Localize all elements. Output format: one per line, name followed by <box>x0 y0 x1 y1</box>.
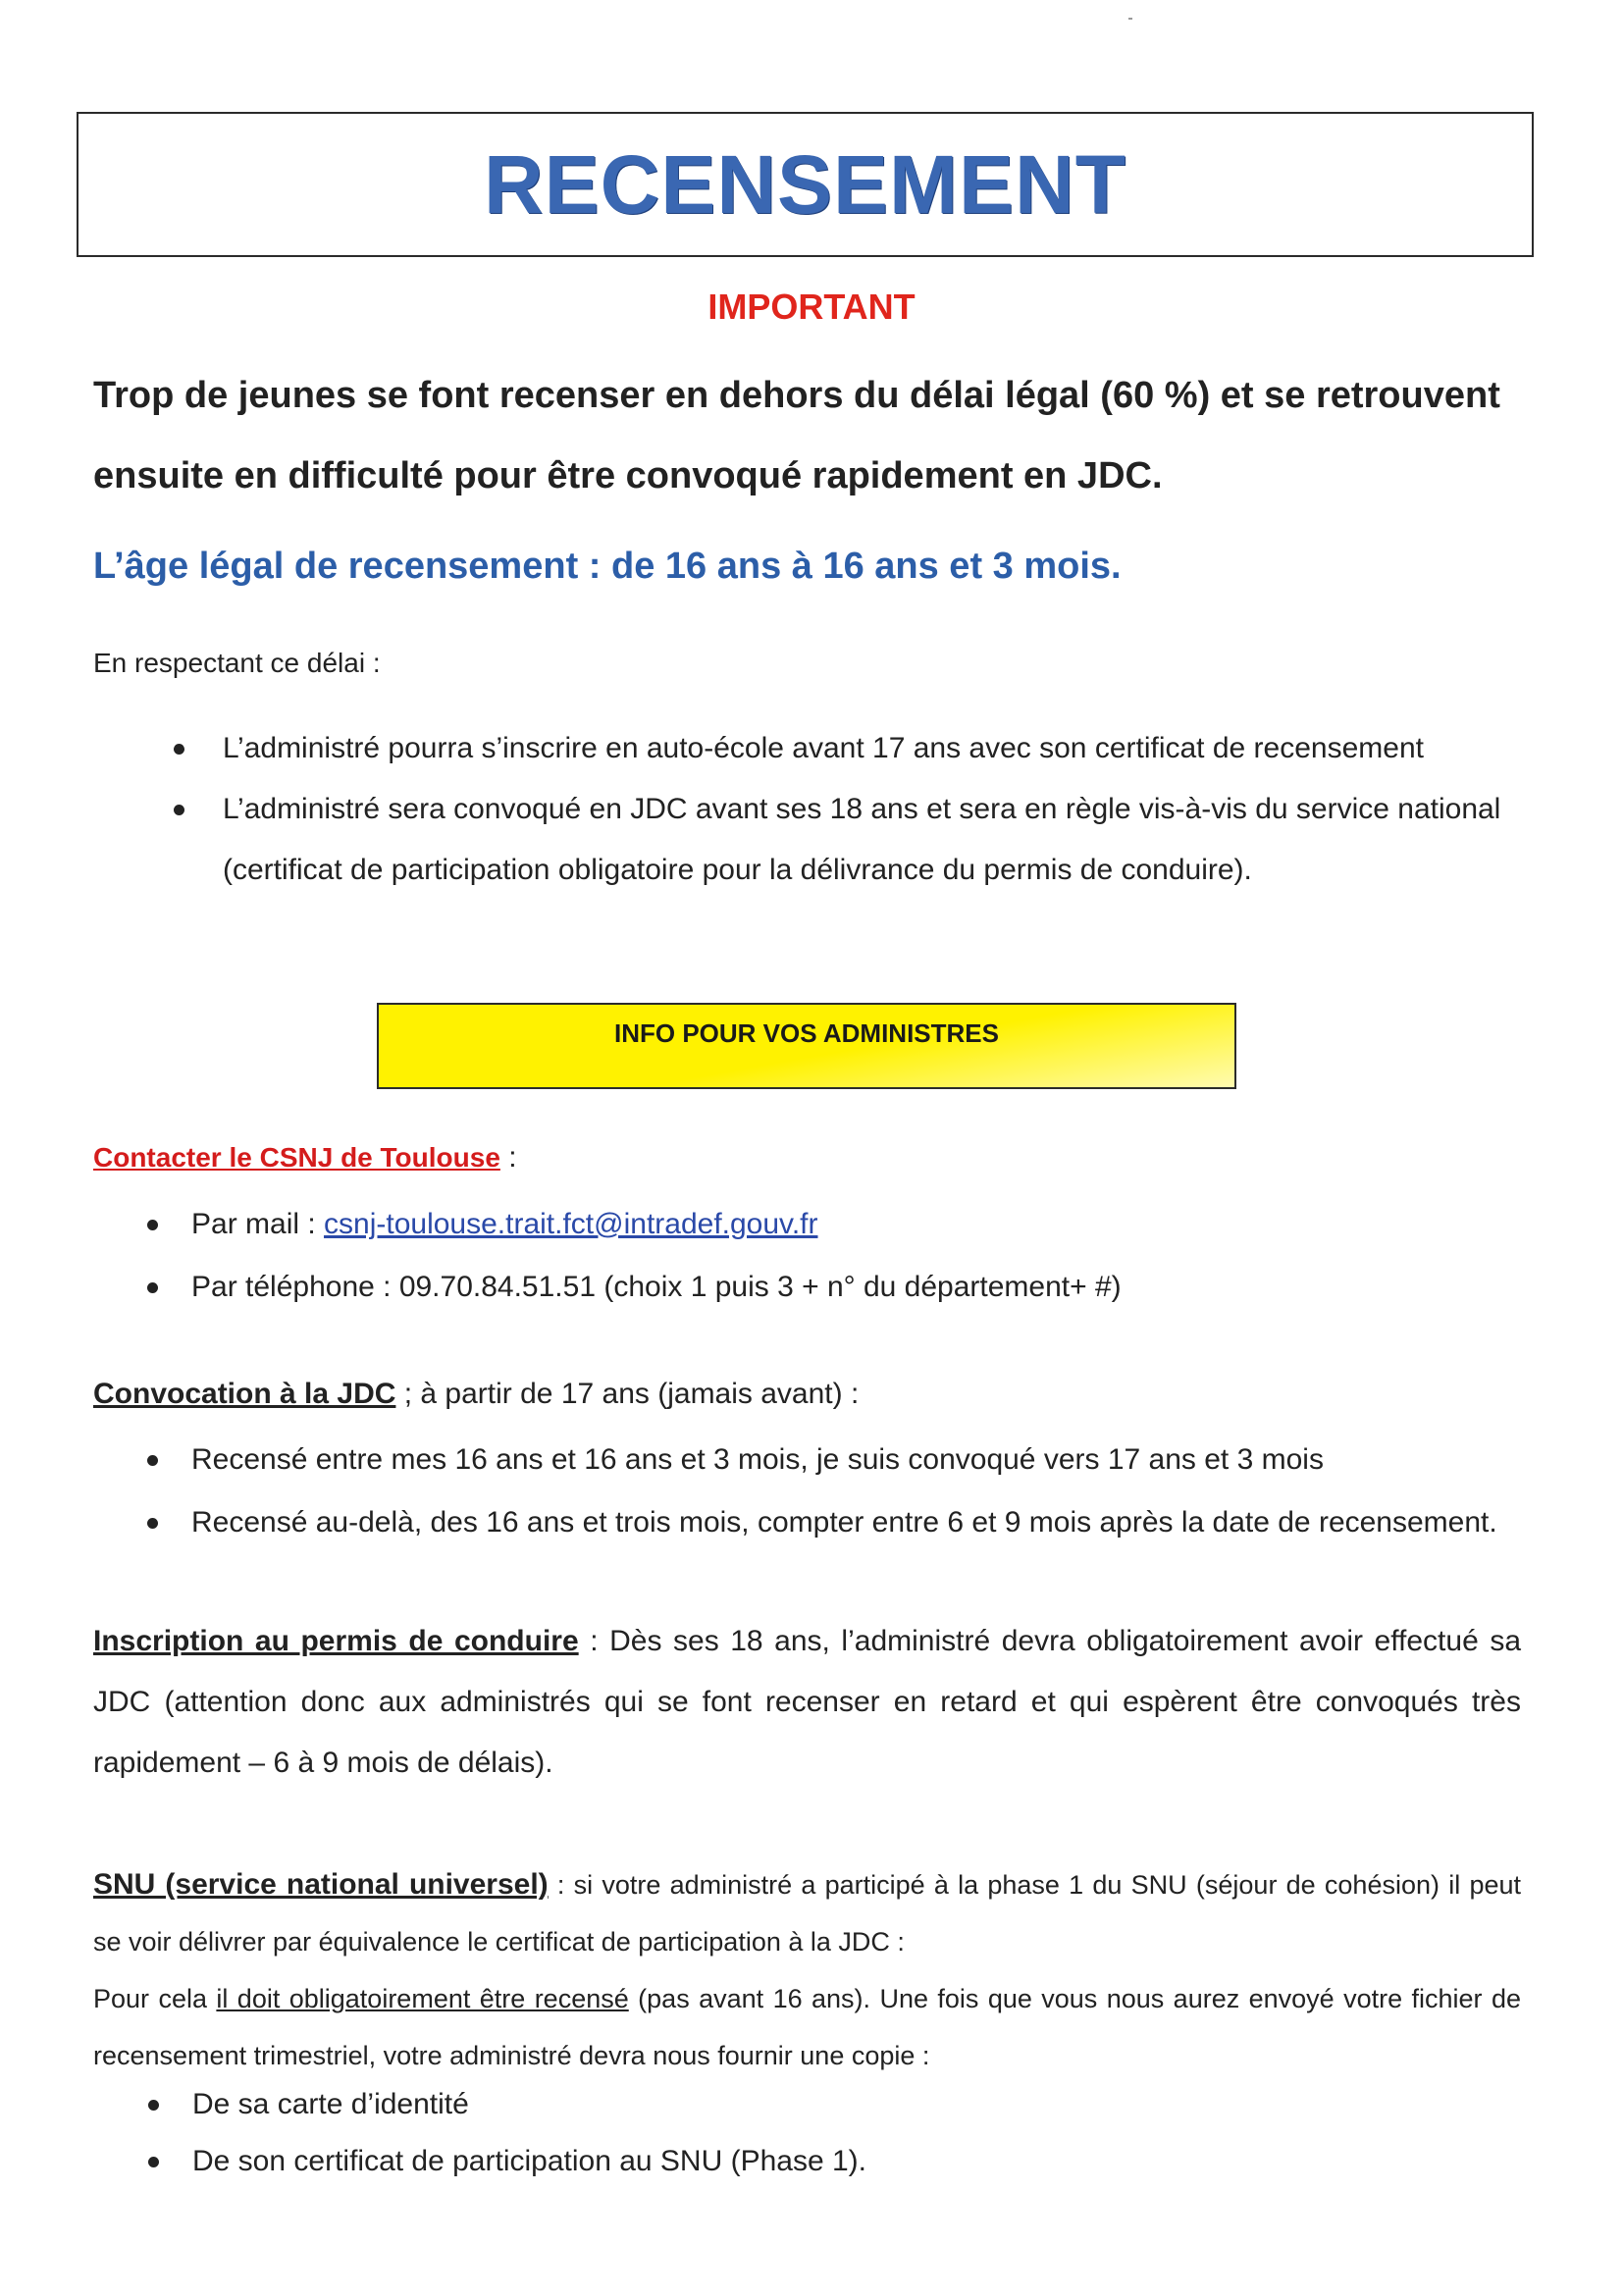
bullet-icon <box>148 2157 159 2167</box>
list-item-text: De sa carte d’identité <box>192 2088 469 2120</box>
permis-paragraph <box>93 1611 1521 1794</box>
respect-list <box>223 718 1528 901</box>
snu-text-1: : si votre administré a participé à la phase 1 du SNU (séjour de cohésion) il peut se voir délivrer par équivalence le certificat de participation à la JDC : <box>93 1870 1521 1957</box>
list-item <box>223 718 1528 779</box>
scan-artifact <box>1128 18 1132 20</box>
list-item-text: Recensé entre mes 16 ans et 16 ans et 3 mois, je suis convoqué vers 17 ans et 3 mois <box>191 1443 1324 1476</box>
email-link[interactable]: csnj-toulouse.trait.fct@intradef.gouv.fr <box>324 1208 818 1240</box>
contact-heading-line <box>93 1141 517 1174</box>
list-item-text: Recensé au-delà, des 16 ans et trois mois, compter entre 6 et 9 mois après la date de recensement. <box>191 1506 1497 1539</box>
list-item <box>191 1256 1516 1319</box>
phone-text: Par téléphone : 09.70.84.51.51 (choix 1 puis 3 + n° du département+ #) <box>191 1271 1122 1303</box>
convocation-heading: Convocation à la JDC <box>93 1378 396 1410</box>
snu-heading: SNU (service national universel) <box>93 1868 549 1901</box>
permis-text: : Dès ses 18 ans, l’administré devra obligatoirement avoir effectué sa JDC (attention donc aux administrés qui se font recenser en retard et qui espèrent être convoqués très rapidement – 6 à 9 mois de délais). <box>93 1625 1522 1779</box>
list-item <box>191 1193 1516 1256</box>
list-item <box>192 2076 1468 2133</box>
bullet-icon <box>147 1282 158 1293</box>
permis-heading: Inscription au permis de conduire <box>93 1625 579 1657</box>
list-item-text: De son certificat de participation au SNU (Phase 1). <box>192 2145 866 2177</box>
bullet-icon <box>148 2100 159 2111</box>
list-item <box>223 779 1528 901</box>
snu-paragraph <box>93 1856 1521 2084</box>
list-item-text: L’administré sera convoqué en JDC avant ses 18 ans et sera en règle vis-à-vis du service national (certificat de participation obligatoire pour la délivrance du permis de conduire). <box>223 793 1501 886</box>
snu-text-2-prefix: Pour cela <box>93 1984 217 2013</box>
list-item <box>191 1491 1536 1554</box>
bullet-icon <box>174 805 184 815</box>
legal-age-statement: L’âge légal de recensement : de 16 ans à 16 ans et 3 mois. <box>93 546 1122 587</box>
snu-documents-list <box>192 2076 1468 2190</box>
bullet-icon <box>147 1455 158 1466</box>
contact-heading-link[interactable]: Contacter le CSNJ de Toulouse <box>93 1142 500 1173</box>
bullet-icon <box>147 1220 158 1230</box>
convocation-heading-suffix: ; à partir de 17 ans (jamais avant) : <box>395 1378 860 1410</box>
list-item-text: L’administré pourra s’inscrire en auto-école avant 17 ans avec son certificat de recensement <box>223 732 1424 764</box>
important-label: IMPORTANT <box>707 287 916 327</box>
title-box <box>77 112 1534 257</box>
contact-list <box>191 1193 1516 1319</box>
mail-prefix: Par mail : <box>191 1208 325 1240</box>
list-item <box>191 1429 1536 1491</box>
list-item <box>192 2133 1468 2190</box>
contact-heading-suffix: : <box>499 1141 517 1174</box>
convocation-list <box>191 1429 1536 1554</box>
bullet-icon <box>147 1518 158 1529</box>
snu-text-2-underlined: il doit obligatoirement être recensé <box>216 1984 629 2013</box>
snu-text-2-suffix: (pas avant 16 ans). Une fois que vous nous aurez envoyé votre fichier de recensement trimestriel, votre administré devra nous fournir une copie : <box>93 1984 1521 2070</box>
info-banner-label: INFO POUR VOS ADMINISTRES <box>614 1018 999 1048</box>
respect-delay-label: En respectant ce délai : <box>93 648 381 678</box>
info-banner <box>377 1003 1236 1089</box>
document-title: RECENSEMENT <box>483 137 1127 231</box>
bullet-icon <box>174 744 184 755</box>
intro-paragraph: Trop de jeunes se font recenser en dehors du délai légal (60 %) et se retrouvent ensuite en difficulté pour être convoqué rapidement en JDC. <box>93 375 1500 496</box>
convocation-heading-line <box>93 1378 859 1411</box>
